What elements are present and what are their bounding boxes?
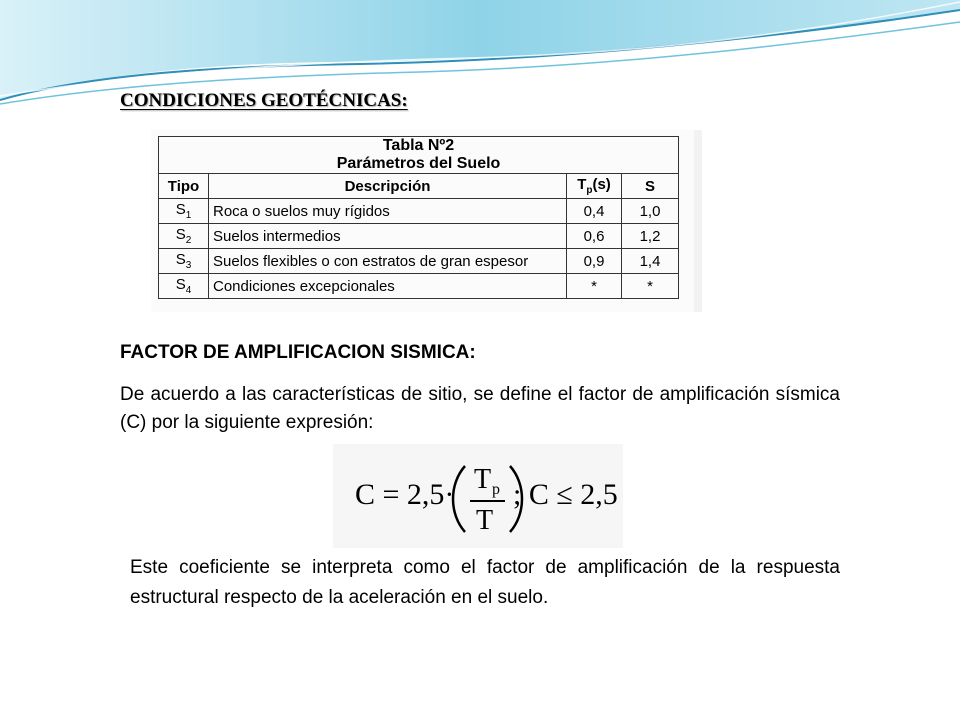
header-tipo: Tipo xyxy=(159,174,209,199)
table-title-line1: Tabla Nº2 xyxy=(382,137,455,154)
cell-s: 1,0 xyxy=(622,199,679,224)
formula-left-paren xyxy=(453,466,465,532)
cell-descripcion: Condiciones excepcionales xyxy=(209,274,567,299)
header-s: S xyxy=(622,174,679,199)
cell-tipo: $S_2$ xyxy=(159,224,209,249)
table-header-row xyxy=(159,174,679,199)
cell-tipo: $S_3$ xyxy=(159,249,209,274)
formula-image xyxy=(333,444,623,548)
table-row xyxy=(159,199,679,224)
cell-s: 1,4 xyxy=(622,249,679,274)
cell-tipo: $S_4$ xyxy=(159,274,209,299)
table-row xyxy=(159,274,679,299)
cell-tp: 0,6 xyxy=(567,224,622,249)
formula-numerator: T xyxy=(474,464,492,495)
cell-descripcion: Roca o suelos muy rígidos xyxy=(209,199,567,224)
table-row xyxy=(159,249,679,274)
cell-tipo: $S_1$ xyxy=(159,199,209,224)
soil-parameters-table-image xyxy=(151,130,702,312)
table-row xyxy=(159,224,679,249)
formula-numerator-sub: p xyxy=(492,481,500,498)
header-descripcion: Descripción xyxy=(209,174,567,199)
cell-s: * xyxy=(622,274,679,299)
table-title xyxy=(159,137,679,174)
table-title-row xyxy=(159,137,679,174)
cell-descripcion: Suelos intermedios xyxy=(209,224,567,249)
cell-tp: 0,9 xyxy=(567,249,622,274)
header-tp: $T_p(s)$ xyxy=(567,174,622,199)
heading-geotechnical-conditions: CONDICIONES GEOTÉCNICAS: xyxy=(120,90,408,111)
cell-tp: * xyxy=(567,274,622,299)
cell-s: 1,2 xyxy=(622,224,679,249)
table-title-line2: Parámetros del Suelo xyxy=(336,155,501,172)
formula-rhs: ; C ≤ 2,5 xyxy=(513,478,618,511)
formula-lhs: C = 2,5· xyxy=(355,478,455,511)
cell-descripcion: Suelos flexibles o con estratos de gran espesor xyxy=(209,249,567,274)
formula-denominator: T xyxy=(476,505,494,536)
paragraph-interpretation: Este coeficiente se interpreta como el factor de amplificación de la respuesta estructural respecto de la aceleración en el suelo. xyxy=(130,557,840,608)
paragraph-definition: De acuerdo a las características de sitio, se define el factor de amplificación sísmica (C) por la siguiente expresión: xyxy=(120,384,840,433)
soil-parameters-table xyxy=(158,136,679,299)
section-title-amplification: FACTOR DE AMPLIFICACION SISMICA: xyxy=(120,342,476,363)
cell-tp: 0,4 xyxy=(567,199,622,224)
